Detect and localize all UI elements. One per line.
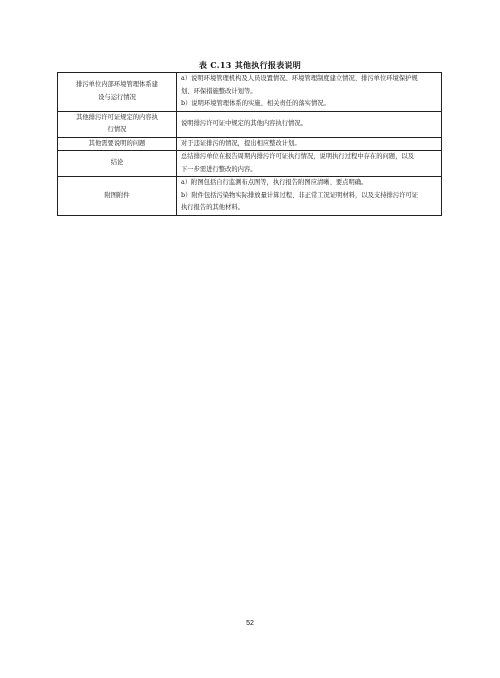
row-description-cell bbox=[177, 137, 442, 151]
description-text: b）说明环境管理体系的实施、相关责任的落实情况。 bbox=[181, 100, 330, 107]
table-row bbox=[58, 73, 442, 112]
item-text: 行情况 bbox=[107, 126, 127, 133]
description-text: 下一步需进行整改的内容。 bbox=[181, 165, 257, 173]
description-text: a）附图包括自行监测布点图等，执行报告附图应清晰、要点明确。 bbox=[181, 179, 368, 186]
table-caption: 表 C.13 其他执行报表说明 bbox=[198, 60, 302, 70]
row-item-cell bbox=[58, 111, 177, 137]
row-item-cell bbox=[58, 151, 177, 177]
row-description-cell bbox=[177, 177, 442, 216]
report-table bbox=[57, 72, 442, 216]
description-text: 说明排污许可证中规定的其他内容执行情况。 bbox=[181, 119, 307, 127]
row-item-cell bbox=[58, 177, 177, 216]
page-number: 52 bbox=[246, 620, 254, 627]
row-description-cell bbox=[177, 151, 442, 177]
description-text: 对于违证排污的情况，提出相应整改计划。 bbox=[181, 139, 301, 147]
row-description-cell bbox=[177, 73, 442, 112]
description-text: 总结排污单位在报告周期内排污许可证执行情况，说明执行过程中存在的问题，以及 bbox=[181, 153, 414, 160]
table-row bbox=[58, 177, 442, 216]
item-text: 设与运行情况 bbox=[98, 93, 136, 101]
description-text: b）附件包括污染物实际排放量计算过程、非正常工况证明材料，以及支持排污许可证 bbox=[181, 191, 419, 199]
row-item-cell bbox=[58, 73, 177, 112]
item-text: 排污单位内部环境管理体系建 bbox=[76, 81, 158, 89]
item-text: 结论 bbox=[110, 159, 124, 167]
table-row bbox=[58, 137, 442, 151]
item-text: 附图附件 bbox=[104, 191, 130, 199]
item-text: 其他需要说明的问题 bbox=[88, 139, 146, 147]
description-text: 划、环保措施整改计划等。 bbox=[181, 87, 257, 95]
table-row bbox=[58, 111, 442, 137]
row-item-cell bbox=[58, 137, 177, 151]
row-description-cell bbox=[177, 111, 442, 137]
table-row bbox=[58, 151, 442, 177]
description-text: 执行报告的其他材料。 bbox=[181, 204, 244, 211]
item-text: 其他排污许可证规定的内容执 bbox=[76, 113, 158, 121]
description-text: a）说明环境管理机构及人员设置情况、环境管理制度建立情况、排污单位环境保护规 bbox=[181, 75, 418, 82]
